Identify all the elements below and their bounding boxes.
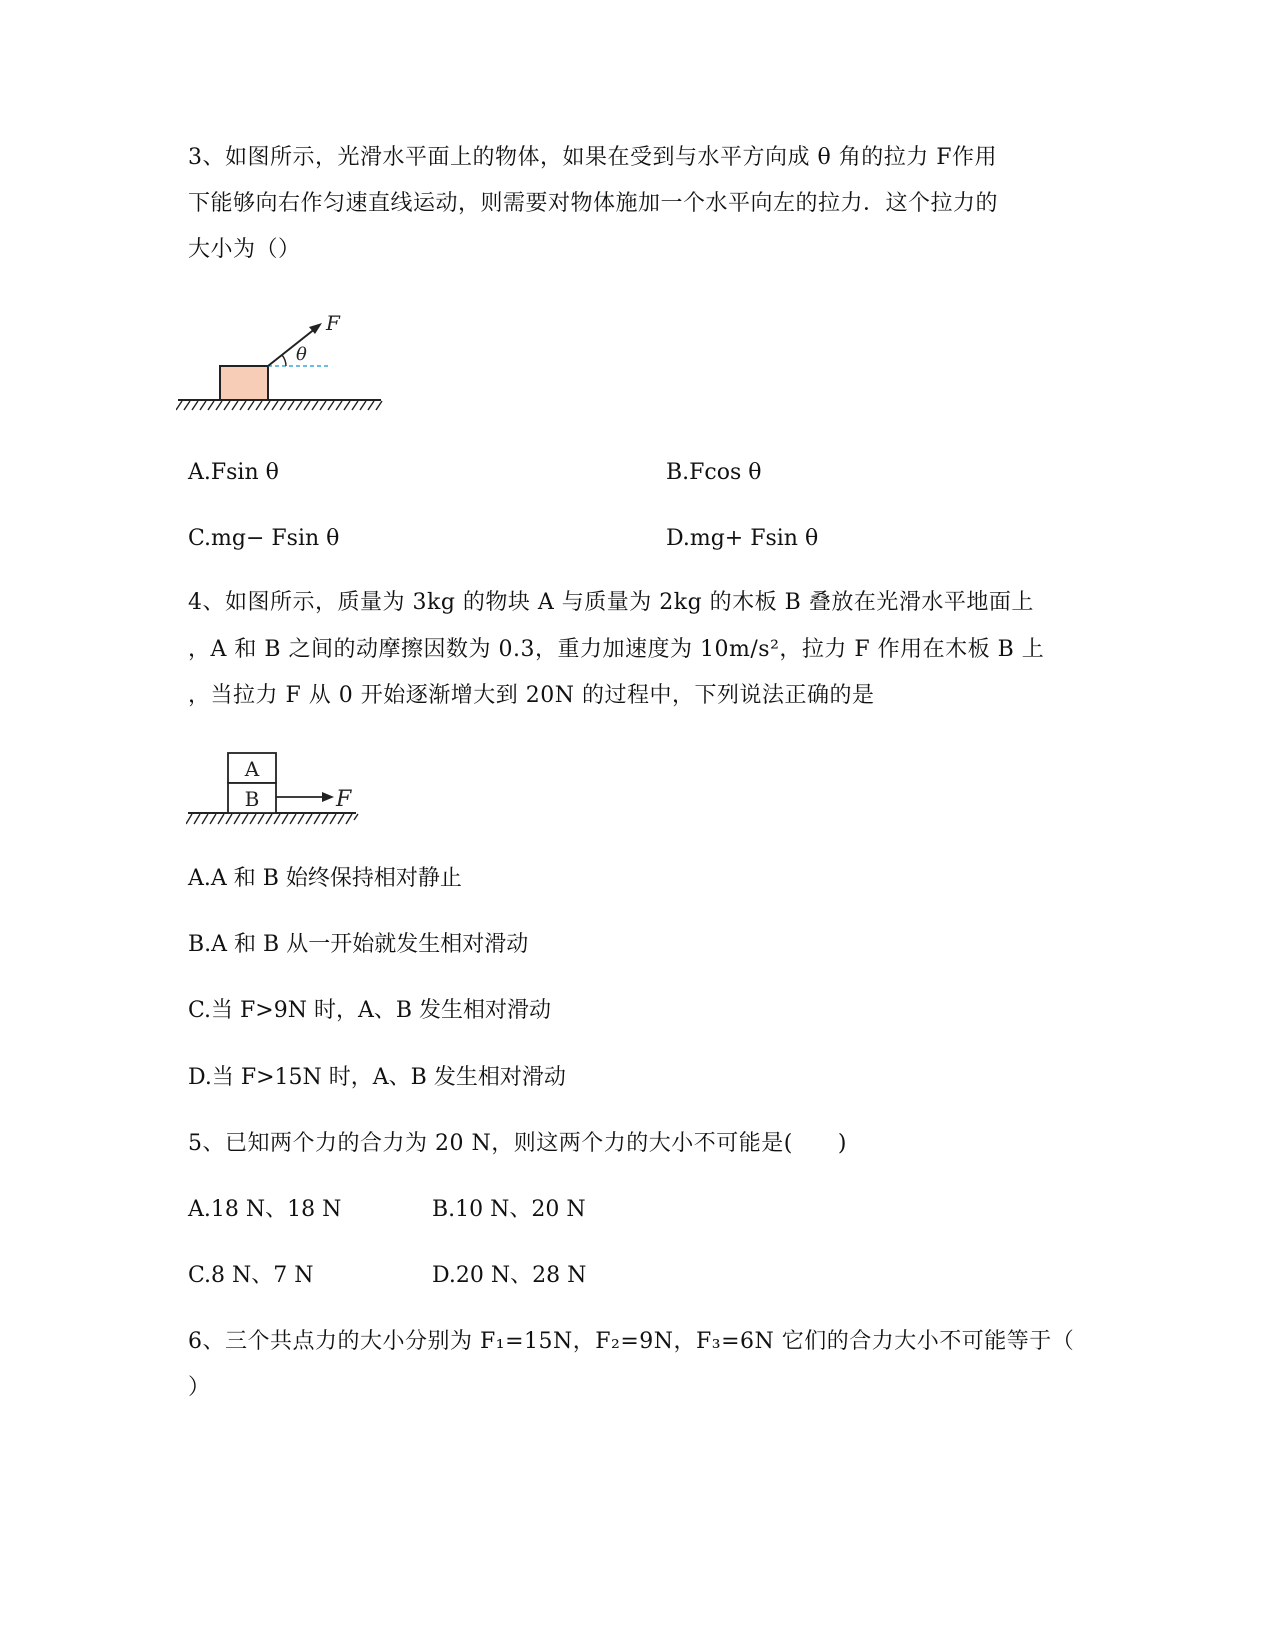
question-6-line-1: 6、三个共点力的大小分别为 F₁=15N，F₂=9N，F₃=6N 它们的合力大小不可能等于（ <box>188 1329 1075 1354</box>
question-5-option-d: D.20 N、28 N <box>432 1263 587 1288</box>
question-3-option-a: A.Fsin θ <box>188 460 279 485</box>
question-3-option-d: D.mg+ Fsin θ <box>666 526 819 551</box>
question-4-figure <box>186 750 366 832</box>
force-label: F <box>336 787 352 812</box>
board-b-label: B <box>244 787 260 811</box>
question-3-line-1: 3、如图所示，光滑水平面上的物体，如果在受到与水平方向成 θ 角的拉力 F作用 <box>188 145 997 170</box>
question-4-line-3: ，当拉力 F 从 0 开始逐渐增大到 20N 的过程中，下列说法正确的是 <box>188 683 875 708</box>
question-3-line-3: 大小为（） <box>188 237 301 262</box>
question-4-option-d: D.当 F>15N 时，A、B 发生相对滑动 <box>188 1065 566 1090</box>
force-arrow-head <box>322 792 334 802</box>
question-4-option-c: C.当 F>9N 时，A、B 发生相对滑动 <box>188 998 552 1023</box>
question-5-line-1: 5、已知两个力的合力为 20 N，则这两个力的大小不可能是( ) <box>188 1131 847 1156</box>
ground-hatching <box>186 814 358 824</box>
question-4-option-a: A.A 和 B 始终保持相对静止 <box>188 866 462 891</box>
question-3-line-2: 下能够向右作匀速直线运动，则需要对物体施加一个水平向左的拉力．这个拉力的 <box>188 191 999 216</box>
angle-arc <box>282 355 286 366</box>
question-3-option-c: C.mg− Fsin θ <box>188 526 340 551</box>
question-4-line-1: 4、如图所示，质量为 3kg 的物块 A 与质量为 2kg 的木板 B 叠放在光滑水平地面上 <box>188 590 1034 615</box>
force-label: F <box>326 311 340 335</box>
block <box>220 366 268 400</box>
question-4-option-b: B.A 和 B 从一开始就发生相对滑动 <box>188 932 529 957</box>
question-6-line-2: ） <box>188 1375 211 1400</box>
ground-hatching <box>176 401 382 410</box>
question-4-line-2: ，A 和 B 之间的动摩擦因数为 0.3，重力加速度为 10m/s²，拉力 F 作用在木板 B 上 <box>188 637 1045 662</box>
question-3-figure <box>176 308 386 416</box>
question-5-option-a: A.18 N、18 N <box>188 1197 342 1222</box>
question-3-option-b: B.Fcos θ <box>666 460 762 485</box>
force-arrow-shaft <box>268 328 316 366</box>
block-a-label: A <box>244 757 260 781</box>
angle-label: θ <box>296 344 307 365</box>
question-5-option-c: C.8 N、7 N <box>188 1263 314 1288</box>
question-5-option-b: B.10 N、20 N <box>432 1197 586 1222</box>
